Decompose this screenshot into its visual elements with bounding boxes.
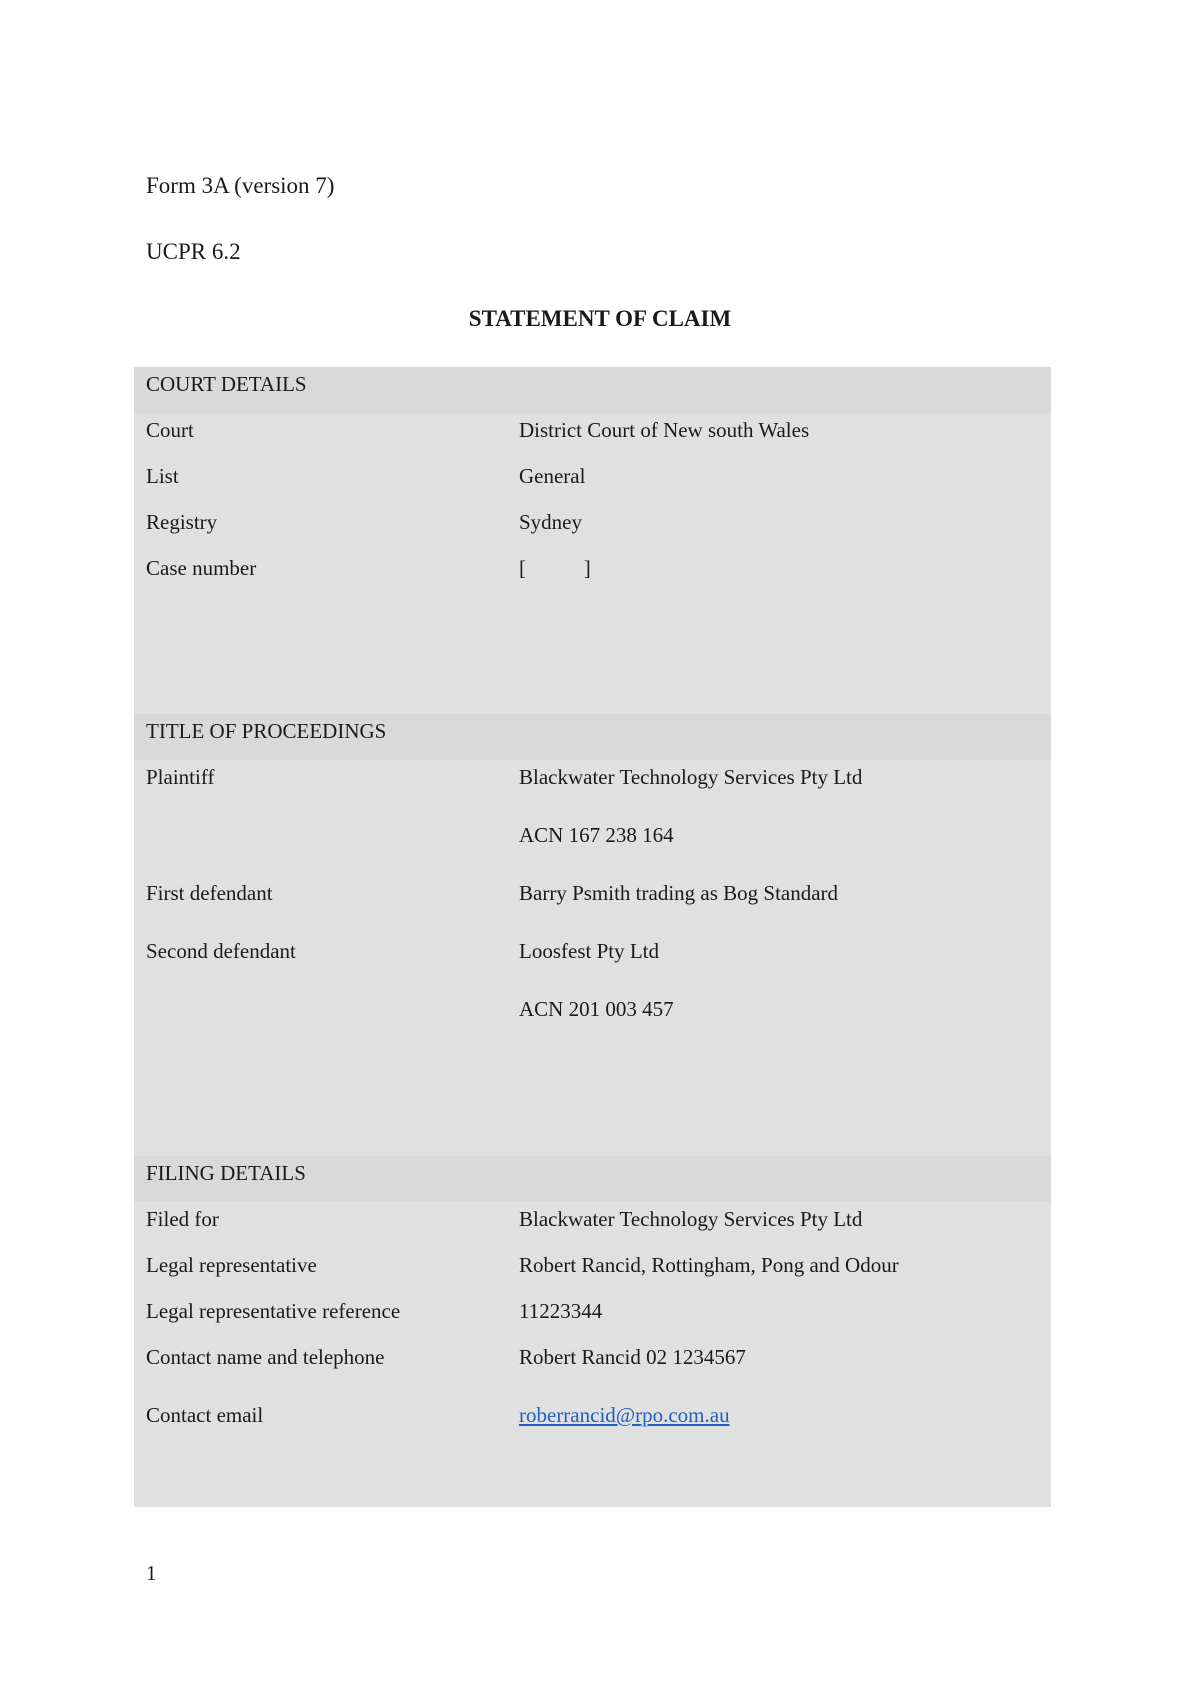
registry-label: Registry [146,510,218,534]
filed-for-value: Blackwater Technology Services Pty Ltd [519,1207,863,1231]
court-details-heading: COURT DETAILS [146,372,307,396]
second-defendant-label: Second defendant [146,939,296,963]
legal-representative-value: Robert Rancid, Rottingham, Pong and Odour [519,1253,899,1277]
plaintiff-acn: ACN 167 238 164 [519,823,674,847]
first-defendant-label: First defendant [146,881,273,905]
title-of-proceedings-heading: TITLE OF PROCEEDINGS [146,719,387,743]
contact-name-telephone-label: Contact name and telephone [146,1345,385,1369]
legal-representative-reference-value: 11223344 [519,1299,603,1323]
list-value: General [519,464,586,488]
contact-name-telephone-value: Robert Rancid 02 1234567 [519,1345,746,1369]
legal-representative-label: Legal representative [146,1253,317,1277]
list-label: List [146,464,179,488]
case-number-label: Case number [146,556,257,580]
rule-reference: UCPR 6.2 [146,239,241,264]
case-number-value: [ ] [519,556,591,580]
document-title: STATEMENT OF CLAIM [468,306,732,331]
contact-email-label: Contact email [146,1403,264,1427]
filed-for-label: Filed for [146,1207,219,1231]
filing-details-heading: FILING DETAILS [146,1161,306,1185]
second-defendant-acn: ACN 201 003 457 [519,997,674,1021]
plaintiff-name: Blackwater Technology Services Pty Ltd [519,765,863,789]
claim-details-panel [134,367,1051,1507]
page-number: 1 [146,1561,157,1585]
second-defendant-name: Loosfest Pty Ltd [519,939,659,963]
court-label: Court [146,418,194,442]
contact-email-link[interactable]: roberrancid@rpo.com.au [519,1403,730,1427]
form-label: Form 3A (version 7) [146,173,335,198]
first-defendant-name: Barry Psmith trading as Bog Standard [519,881,839,905]
legal-representative-reference-label: Legal representative reference [146,1299,401,1323]
court-value: District Court of New south Wales [519,418,810,442]
registry-value: Sydney [519,510,582,534]
plaintiff-label: Plaintiff [146,765,215,789]
